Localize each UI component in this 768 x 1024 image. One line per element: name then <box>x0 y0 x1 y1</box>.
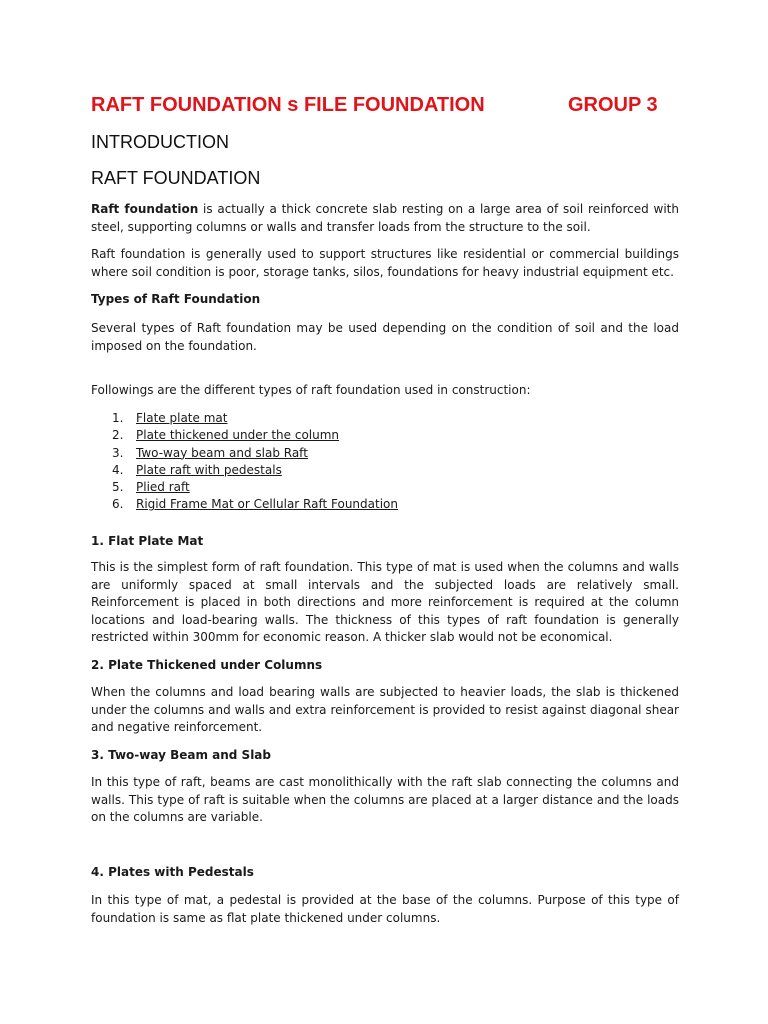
group-label: GROUP 3 <box>568 94 658 116</box>
type-link-two-way-beam[interactable]: Two-way beam and slab Raft <box>136 445 308 460</box>
list-item: 2. Plate thickened under the column <box>112 428 340 443</box>
heading-raft-foundation: RAFT FOUNDATION <box>91 168 261 188</box>
types-paragraph-1: Several types of Raft foundation may be used depending on the condition of soil and the load imposed on the foundation. <box>91 321 679 353</box>
type-link-flat-plate[interactable]: Flate plate mat <box>136 411 228 425</box>
types-heading: Types of Raft Foundation <box>91 292 261 306</box>
type-link-rigid-frame[interactable]: Rigid Frame Mat or Cellular Raft Foundation <box>136 497 398 512</box>
page-title <box>91 94 671 122</box>
list-item: 5. Plied raft <box>112 480 190 495</box>
section-heading: 4. Plates with Pedestals <box>91 865 254 879</box>
section-body: In this type of mat, a pedestal is provided at the base of the columns. Purpose of this type of foundation is same as flat plate thickened under columns. <box>91 893 679 925</box>
intro-paragraph-1-text: is actually a thick concrete slab resting on a large area of soil reinforced with steel, supporting columns or walls and transfer loads from the structure to the soil. <box>91 202 679 234</box>
type-link-pedestals[interactable]: Plate raft with pedestals <box>136 462 282 477</box>
list-item: 1. Flate plate mat <box>112 411 228 425</box>
types-paragraph-2: Followings are the different types of raft foundation used in construction: <box>91 383 531 397</box>
section-heading: 3. Two-way Beam and Slab <box>91 748 271 762</box>
list-item: 6. Rigid Frame Mat or Cellular Raft Foundation <box>112 497 398 512</box>
heading-introduction: INTRODUCTION <box>91 132 229 152</box>
type-link-plate-thickened[interactable]: Plate thickened under the column <box>136 428 340 443</box>
section-body: When the columns and load bearing walls are subjected to heavier loads, the slab is thickened under the columns and walls and extra reinforcement is provided to resist against diagonal shear and negative reinforcement. <box>91 685 679 734</box>
intro-paragraph-2: Raft foundation is generally used to support structures like residential or commercial buildings where soil condition is poor, storage tanks, silos, foundations for heavy industrial equipment etc. <box>91 247 679 279</box>
intro-paragraph-1 <box>91 201 679 236</box>
bold-term: Raft foundation <box>91 202 199 216</box>
section-heading: 1. Flat Plate Mat <box>91 534 204 548</box>
type-link-plied-raft[interactable]: Plied raft <box>136 480 190 495</box>
section-body: In this type of raft, beams are cast monolithically with the raft slab connecting the columns and walls. This type of raft is suitable when the columns are placed at a larger distance and the loads on the columns are variable. <box>91 775 679 824</box>
list-item: 3. Two-way beam and slab Raft <box>112 445 308 460</box>
list-item: 4. Plate raft with pedestals <box>112 462 282 477</box>
title-left: RAFT FOUNDATION s FILE FOUNDATION <box>91 94 485 116</box>
section-heading: 2. Plate Thickened under Columns <box>91 658 323 672</box>
types-list <box>112 410 398 514</box>
section-body: This is the simplest form of raft foundation. This type of mat is used when the columns and walls are uniformly spaced at small intervals and the subjected loads are relatively small. Reinforcement is placed in both directions and more reinforcement is required at the column locations and load-bearing walls. The thickness of this types of raft foundation is generally restricted within 300mm for economic reason. A thicker slab would not be economical. <box>91 560 679 644</box>
